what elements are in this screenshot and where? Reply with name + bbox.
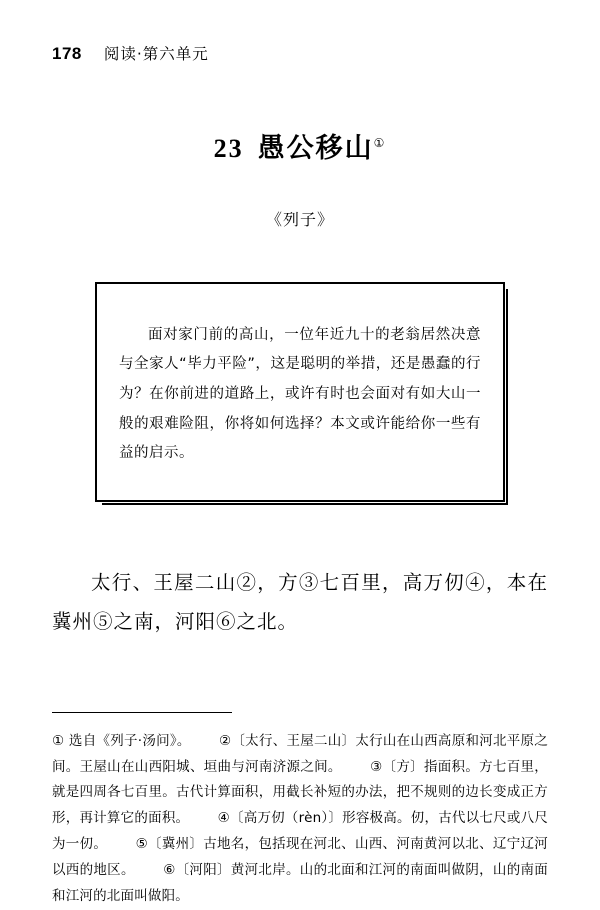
intro-box-wrapper bbox=[52, 282, 548, 502]
footnote-item: ④〔高万仞（rèn）〕形容极高。仞，古代以七尺或八尺为一仞。 bbox=[52, 810, 549, 853]
footnotes bbox=[52, 729, 548, 910]
footnote-item: ③〔方〕指面积。方七百里，就是四周各七百里。古代计算面积，用截长补短的办法，把不规则的边长变成正方形，再计算它的面积。 bbox=[52, 758, 549, 827]
byline: 《列子》 bbox=[265, 210, 334, 229]
footnote-item: ⑥〔河阳〕黄河北岸。山的北面和江河的南面叫做阴，山的南面和江河的北面叫做阳。 bbox=[52, 862, 549, 905]
running-head bbox=[52, 0, 548, 70]
footnote-item: ⑤〔冀州〕古地名，包括现在河北、山西、河南黄河以北、辽宁辽河以西的地区。 bbox=[52, 836, 548, 879]
title-footnote-marker: ① bbox=[373, 136, 387, 150]
intro-box bbox=[95, 282, 505, 502]
page-number: 178 bbox=[52, 44, 82, 63]
intro-text: 面对家门前的高山，一位年近九十的老翁居然决意与全家人“毕力平险”，这是聪明的举措，还是愚蠢的行为？在你前进的道路上，或许有时也会面对有如大山一般的艰难险阻，你将如何选择？本文或许能给你一些有益的启示。 bbox=[119, 326, 481, 462]
lesson-number: 23 bbox=[213, 134, 244, 163]
title-block bbox=[52, 126, 548, 165]
page-title bbox=[214, 126, 387, 165]
body-paragraph: 太行、王屋二山②，方③七百里，高万仞④，本在冀州⑤之南，河阳⑥之北。 bbox=[52, 572, 548, 633]
footnote-item: ②〔太行、王屋二山〕太行山在山西高原和河北平原之间。王屋山在山西阳城、垣曲与河南济源之间。 bbox=[52, 732, 548, 775]
running-head-title: 阅读·第六单元 bbox=[103, 45, 209, 63]
footnote-item: ① 选自《列子·汤问》。 bbox=[52, 732, 191, 749]
lesson-title-text: 愚公移山 bbox=[257, 133, 374, 164]
footnote-separator bbox=[52, 712, 232, 713]
